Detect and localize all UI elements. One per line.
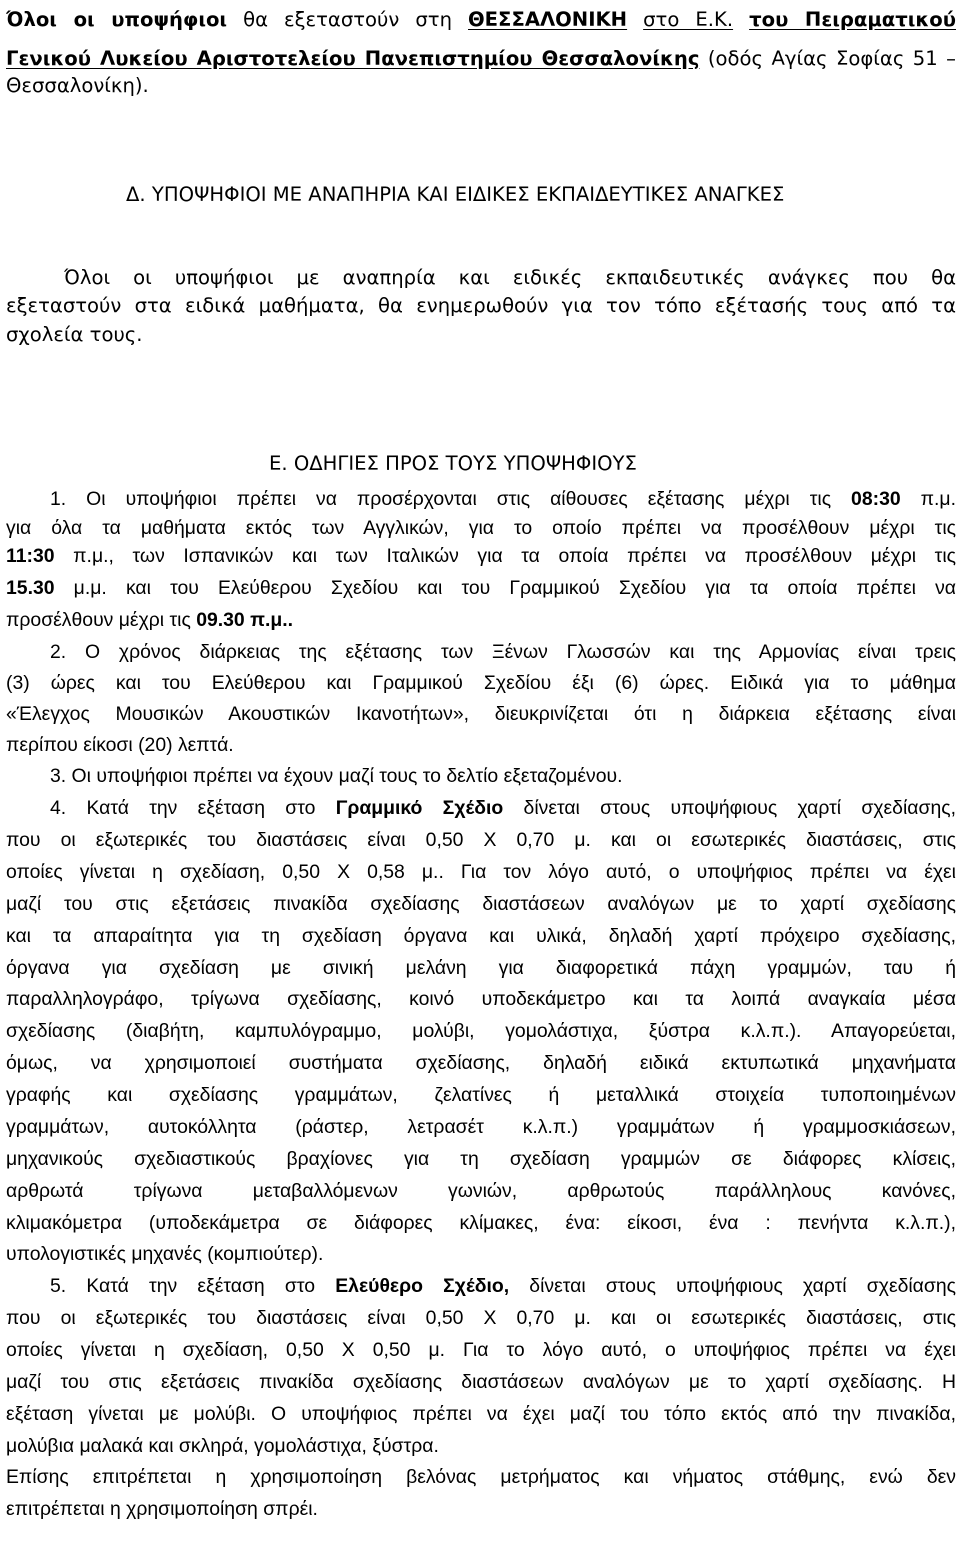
item-4-text-line: όργανα για σχεδίαση με σινική μελάνη για διαφορετικά πάχη γραμμών, ταυ ή [6,957,956,979]
intro-space-2 [733,8,749,31]
item-2-line-4 [6,731,956,759]
item-4-line-14 [6,1209,956,1237]
item-4-text-line: όμως, να χρησιμοποιεί συστήματα σχεδίασης, δηλαδή ειδικά εκτυπωτικά μηχανήματα [6,1052,956,1074]
item-2-text-3: «Έλεγχος Μουσικών Ακουστικών Ικανοτήτων», διευκρινίζεται ότι η διάρκεια εξέτασης είναι [6,703,956,725]
item-4-text-line: κλιμακόμετρα (υποδεκάμετρα σε διάφορες κλίμακες, ένα: είκοσι, ένα : πενήντα κ.λ.π.), [6,1212,956,1234]
item-4-line-10 [6,1081,956,1109]
item-5-line-2 [6,1304,956,1332]
item-5-text-a: 5. Κατά την εξέταση στο [50,1275,336,1297]
item-4-line-11 [6,1113,956,1141]
item-3-line [50,762,956,790]
item-1-time-0930: 09.30 π.μ.. [196,609,293,631]
item-5-text-line: που οι εξωτερικές του διαστάσεις είναι 0,50 Χ 0,70 μ. και οι εσωτερικές διαστάσεις, στις [6,1307,956,1329]
intro-school-name: Γενικού Λυκείου Αριστοτελείου Πανεπιστημίου Θεσσαλονίκης [6,47,700,70]
section-d-text-1: Όλοι οι υποψήφιοι με αναπηρία και ειδικές εκπαιδευτικές ανάγκες που θα [64,266,956,289]
item-4-text-line: που οι εξωτερικές του διαστάσεις είναι 0,50 Χ 0,70 μ. και οι εσωτερικές διαστάσεις, στις [6,829,956,851]
section-d-heading [126,181,956,209]
item-1-time-0830: 08:30 [851,488,901,510]
item-5-line-1 [50,1272,956,1300]
item-5-text-last: μολύβια μαλακά και σκληρά, γομολάστιχα, ξύστρα. [6,1435,439,1457]
item-4-text-line: μαζί του στις εξετάσεις πινακίδα σχεδίασης διαστάσεων αναλόγων με το χαρτί σχεδίασης [6,893,956,915]
intro-address: (οδός Αγίας Σοφίας 51 – [699,47,956,70]
item-4-line-12 [6,1145,956,1173]
item-4-text-a: 4. Κατά την εξέταση στο [50,797,336,819]
item-1-line-4 [6,574,956,602]
item-2-line-1 [50,638,956,666]
section-d-line-2 [6,292,956,320]
item-1-time-1530: 15.30 [6,577,55,599]
section-e-heading-text: Ε. ΟΔΗΓΙΕΣ ΠΡΟΣ ΤΟΥΣ ΥΠΟΨΗΦΙΟΥΣ [269,452,637,475]
item-1-line-2 [6,514,956,542]
extra-text-1: Επίσης επιτρέπεται η χρησιμοποίηση βελόνας μετρήματος και νήματος στάθμης, ενώ δεν [6,1466,956,1488]
item-4-text-last: υπολογιστικές μηχανές (κομπιούτερ). [6,1243,324,1265]
item-4-line-9 [6,1049,956,1077]
item-1-am: π.μ. [900,488,956,510]
item-2-text-4: περίπου είκοσι (20) λεπτά. [6,734,234,756]
extra-line-2 [6,1495,956,1523]
extra-line-1 [6,1463,956,1491]
item-4-line-1 [50,794,956,822]
item-5-line-6 [6,1432,956,1460]
section-d-line-1 [64,264,956,292]
item-1-text-3: π.μ., των Ισπανικών και των Ιταλικών για τα οποία πρέπει να προσέλθουν μέχρι τις [54,545,956,567]
item-4-line-15 [6,1240,956,1268]
item-4-text-line: σχεδίασης (διαβήτη, καμπυλόγραμμο, μολύβι, γομολάστιχα, ξύστρα κ.λ.π.). Απαγορεύεται, [6,1020,956,1042]
section-d-text-3: σχολεία τους. [6,323,143,346]
section-d-text-2: εξεταστούν στα ειδικά μαθήματα, θα ενημερωθούν για τον τόπο εξέτασής τους από τα [6,294,956,317]
item-1-text: 1. Οι υποψήφιοι πρέπει να προσέρχονται στις αίθουσες εξέτασης μέχρι τις [50,488,852,510]
item-2-line-3 [6,700,956,728]
item-1-line-3 [6,542,956,570]
item-5-text-line: μαζί του στις εξετάσεις πινακίδα σχεδίασης διαστάσεων αναλόγων με το χαρτί σχεδίασης. Η [6,1371,956,1393]
item-5-text-c: δίνεται στους υποψήφιους χαρτί σχεδίασης [509,1275,956,1297]
item-4-line-8 [6,1017,956,1045]
item-2-text-2: (3) ώρες και του Ελεύθερου και Γραμμικού Σχεδίου έξι (6) ώρες. Ειδικά για το μάθημα [6,672,956,694]
item-4-line-13 [6,1177,956,1205]
intro-all-candidates: Όλοι οι υποψήφιοι [6,8,228,31]
intro-line-2 [6,45,956,73]
extra-text-2: επιτρέπεται η χρησιμοποίηση σπρέι. [6,1498,318,1520]
item-4-line-7 [6,985,956,1013]
intro-city: ΘΕΣΣΑΛΟΝΙΚΗ [468,8,628,31]
item-5-line-4 [6,1368,956,1396]
intro-space [627,8,643,31]
intro-line-3 [6,72,956,100]
item-4-line-3 [6,858,956,886]
item-4-text-line: μηχανικούς σχεδιαστικούς βραχίονες για τη σχεδίαση γραμμών σε διάφορες κλίσεις, [6,1148,956,1170]
item-1-text-4: μ.μ. και του Ελεύθερου Σχεδίου και του Γραμμικού Σχεδίου για τα οποία πρέπει να [54,577,956,599]
item-2-line-2 [6,669,956,697]
item-4-line-4 [6,890,956,918]
item-1-line-1 [50,485,956,513]
item-4-text-c: δίνεται στους υποψήφιους χαρτί σχεδίασης, [503,797,956,819]
item-4-text-line: γραφής και σχεδίασης γραμμάτων, ζελατίνες ή μεταλλικά στοιχεία τυποποιημένων [6,1084,956,1106]
item-4-line-2 [6,826,956,854]
item-5-text-line: οποίες γίνεται η σχεδίαση, 0,50 Χ 0,50 μ. Για το λόγο αυτό, ο υποψήφιος πρέπει να έχει [6,1339,956,1361]
item-4-text-line: και τα απαραίτητα για τη σχεδίαση όργανα και υλικά, δηλαδή χαρτί πρόχειρο σχεδίασης, [6,925,956,947]
item-4-line-6 [6,954,956,982]
intro-school-start: του Πειραματικού [749,8,956,31]
section-e-heading [269,450,956,478]
item-5-text-line: εξέταση γίνεται με μολύβι. Ο υποψήφιος πρέπει να έχει μαζί του τόπο εκτός από την πινακίδα, [6,1403,956,1425]
item-4-text-line: παραλληλογράφο, τρίγωνα σχεδίασης, κοινό υποδεκάμετρο και τα λοιπά αναγκαία μέσα [6,988,956,1010]
intro-ek: στο Ε.Κ. [643,8,734,31]
item-1-line-5 [6,606,956,634]
item-1-time-1130: 11:30 [6,545,55,567]
section-d-line-3 [6,321,956,349]
item-4-text-line: οποίες γίνεται η σχεδίαση, 0,50 Χ 0,58 μ.. Για τον λόγο αυτό, ο υποψήφιος πρέπει να έχει [6,861,956,883]
item-4-text-line: γραμμάτων, αυτοκόλλητα (ράστερ, λετρασέτ κ.λ.π.) γραμμάτων ή γραμμοσκιάσεων, [6,1116,956,1138]
item-3-text: 3. Οι υποψήφιοι πρέπει να έχουν μαζί τους το δελτίο εξεταζομένου. [50,765,623,787]
item-4-line-5 [6,922,956,950]
item-1-text-5: προσέλθουν μέχρι τις [6,609,197,631]
intro-line-1 [6,6,956,34]
item-5-line-3 [6,1336,956,1364]
intro-text: θα εξεταστούν στη [227,8,469,31]
item-4-linear-drawing: Γραμμικό Σχέδιο [335,797,504,819]
section-d-heading-text: Δ. ΥΠΟΨΗΦΙΟΙ ΜΕ ΑΝΑΠΗΡΙΑ ΚΑΙ ΕΙΔΙΚΕΣ ΕΚΠΑΙΔΕΥΤΙΚΕΣ ΑΝΑΓΚΕΣ [126,183,785,206]
item-4-text-line: αρθρωτά τρίγωνα μεταβαλλόμενων γωνιών, αρθρωτούς παράλληλους κανόνες, [6,1180,956,1202]
item-5-line-5 [6,1400,956,1428]
item-5-freehand-drawing: Ελεύθερο Σχέδιο, [335,1275,510,1297]
item-2-text-1: 2. Ο χρόνος διάρκειας της εξέτασης των Ξένων Γλωσσών και της Αρμονίας είναι τρεις [50,641,956,663]
intro-city-end: Θεσσαλονίκη). [6,74,149,97]
item-1-text-2: για όλα τα μαθήματα εκτός των Αγγλικών, για το οποίο πρέπει να προσέλθουν μέχρι τις [6,517,956,539]
